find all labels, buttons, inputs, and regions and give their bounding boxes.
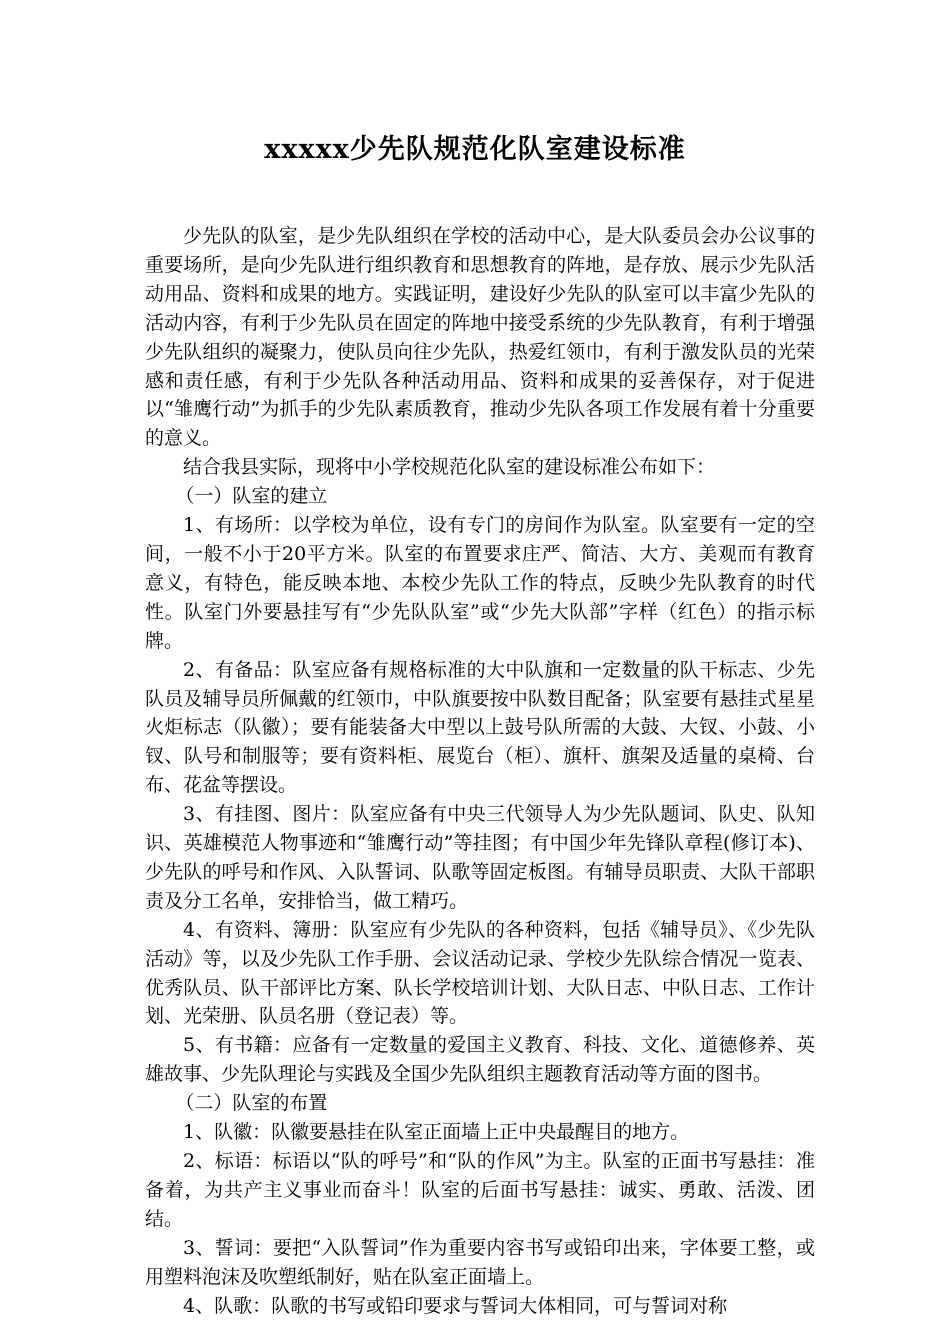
paragraph-item-4: 4、有资料、簿册：队室应有少先队的各种资料，包括《辅导员》、《少先队活动》等，以及少先队工作手册、会议活动记录、学校少先队综合情况一览表、优秀队员、队干部评比方案、队长学校培训计划、大队日志、中队日志、工作计划、光荣册、队员名册（登记表）等。	[145, 918, 815, 1028]
paragraph-announce: 结合我县实际，现将中小学校规范化队室的建设标准公布如下：	[183, 456, 716, 479]
paragraph-item-3: 3、有挂图、图片：队室应备有中央三代领导人为少先队题词、队史、队知识、英雄模范人物事迹和“雏鹰行动”等挂图；有中国少年先锋队章程(修订本)、少先队的呼号和作风、入队誓词、队歌等固定板图。有辅导员职责、大队干部职责及分工名单，安排恰当，做工精巧。	[145, 803, 815, 912]
section-heading-1: （一）队室的建立	[175, 485, 328, 508]
paragraph-intro: 少先队的队室，是少先队组织在学校的活动中心，是大队委员会办公议事的重要场所，是向少先队进行组织教育和思想教育的阵地，是存放、展示少先队活动用品、资料和成果的地方。实践证明，建设好少先队的队室可以丰富少先队的活动内容，有利于少先队员在固定的阵地中接受系统的少先队教育，有利于增强少先队组织的凝聚力，使队员向往少先队，热爱红领巾，有利于激发队员的光荣感和责任感，有利于少先队各种活动用品、资料和成果的妥善保存，对于促进以“雏鹰行动”为抓手的少先队素质教育，推动少先队各项工作发展有着十分重要的意义。	[145, 225, 815, 450]
paragraph-item-1: 1、有场所：以学校为单位，设有专门的房间作为队室。队室要有一定的空间，一般不小于20平方米。队室的布置要求庄严、简洁、大方、美观而有教育意义，有特色，能反映本地、本校少先队工作的特点，反映少先队教育的时代性。队室门外要悬挂写有“少先队队室”或“少先大队部”字样（红色）的指示标牌。	[145, 514, 815, 652]
paragraph-item-2: 2、有备品：队室应备有规格标准的大中队旗和一定数量的队干标志、少先队员及辅导员所佩戴的红领巾，中队旗要按中队数目配备；队室要有悬挂式星星火炬标志（队徽）；要有能装备大中型以上鼓号队所需的大鼓、大钗、小鼓、小钗、队号和制服等；要有资料柜、展览台（柜）、旗杆、旗架及适量的桌椅、台布、花盆等摆设。	[145, 658, 815, 797]
document-body	[145, 222, 815, 1320]
document-title: xxxxx少先队规范化队室建设标准	[264, 134, 686, 165]
paragraph-layout-3: 3、誓词：要把“入队誓词”作为重要内容书写或铅印出来，字体要工整，或用塑料泡沫及吹塑纸制好，贴在队室正面墙上。	[145, 1236, 815, 1288]
section-heading-2: （二）队室的布置	[175, 1092, 328, 1115]
paragraph-item-5: 5、有书籍：应备有一定数量的爱国主义教育、科技、文化、道德修养、英雄故事、少先队理论与实践及全国少先队组织主题教育活动等方面的图书。	[145, 1034, 815, 1086]
paragraph-layout-1: 1、队徽：队徽要悬挂在队室正面墙上正中央最醒目的地方。	[183, 1121, 690, 1144]
paragraph-layout-2: 2、标语：标语以“队的呼号”和“队的作风”为主。队室的正面书写悬挂：准备着，为共产主义事业而奋斗！队室的后面书写悬挂：诚实、勇敢、活泼、团结。	[145, 1150, 815, 1230]
paragraph-layout-4: 4、队歌：队歌的书写或铅印要求与誓词大体相同，可与誓词对称	[183, 1294, 728, 1317]
